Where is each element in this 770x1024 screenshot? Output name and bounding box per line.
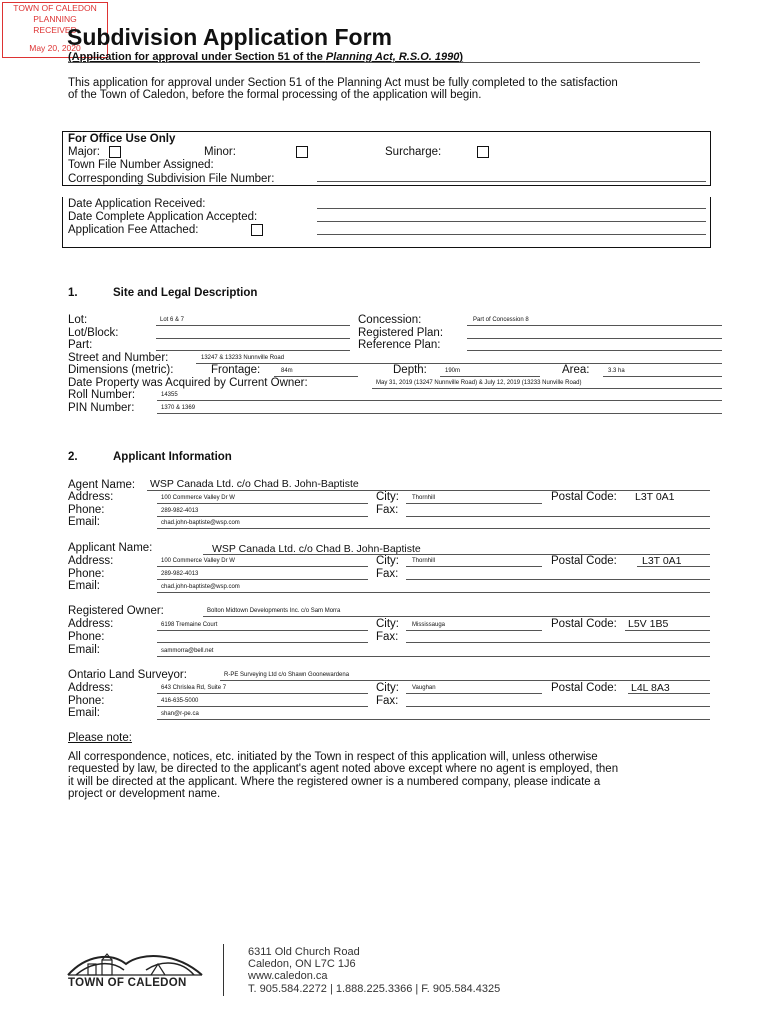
date-accepted-label: Date Complete Application Accepted: xyxy=(68,211,258,223)
agent-city-line xyxy=(406,503,542,504)
surveyor-phone-line xyxy=(157,706,368,707)
footer-address-1: 6311 Old Church Road xyxy=(248,946,360,958)
agent-address-line xyxy=(157,503,368,504)
applicant-postal-label: Postal Code: xyxy=(551,555,617,567)
owner-postal-line xyxy=(625,630,710,631)
applicant-city-label: City: xyxy=(376,555,399,567)
street-line xyxy=(196,363,722,364)
surveyor-postal-value[interactable]: L4L 8A3 xyxy=(631,682,670,694)
regplan-line xyxy=(467,338,722,339)
footer-divider xyxy=(223,944,224,996)
surveyor-name-line xyxy=(220,680,710,681)
stamp-org: TOWN OF CALEDON xyxy=(13,3,97,13)
surveyor-city-line xyxy=(406,693,542,694)
page-title: Subdivision Application Form xyxy=(67,24,392,50)
applicant-email-label: Email: xyxy=(68,580,100,592)
surveyor-address-label: Address: xyxy=(68,682,114,694)
major-label: Major: xyxy=(68,146,100,158)
pin-value[interactable]: 1370 & 1369 xyxy=(161,405,196,411)
lot-label: Lot: xyxy=(68,314,88,326)
stamp-dept: PLANNING xyxy=(33,14,77,24)
owner-email-line xyxy=(157,656,710,657)
part-label: Part: xyxy=(68,339,93,351)
applicant-email-line xyxy=(157,592,710,593)
agent-city-label: City: xyxy=(376,491,399,503)
applicant-fax-line xyxy=(406,579,710,580)
area-line xyxy=(603,376,722,377)
acquired-label: Date Property was Acquired by Current Owner: xyxy=(68,377,308,389)
applicant-postal-value[interactable]: L3T 0A1 xyxy=(642,555,682,567)
agent-phone-label: Phone: xyxy=(68,504,105,516)
note-line-3: it will be directed at the applicant. Where the registered owner is a numbered company, please indicate a xyxy=(68,776,601,788)
agent-fax-line xyxy=(406,516,710,517)
street-value[interactable]: 13247 & 13233 Nunnville Road xyxy=(201,355,285,361)
owner-city-line xyxy=(406,630,542,631)
applicant-phone-value[interactable]: 289-982-4013 xyxy=(161,571,199,577)
date-received-label: Date Application Received: xyxy=(68,198,206,210)
owner-email-value[interactable]: sammorra@bell.net xyxy=(161,648,214,654)
owner-fax-line xyxy=(406,642,710,643)
logo-text: TOWN OF CALEDON xyxy=(68,977,187,989)
applicant-city-value[interactable]: Thornhill xyxy=(412,558,436,564)
note-line-2: requested by law, be directed to the applicant's agent noted above except where no agent is employed, then xyxy=(68,763,619,775)
agent-name-label: Agent Name: xyxy=(68,479,136,491)
surveyor-postal-line xyxy=(628,693,710,694)
section1-title: Site and Legal Description xyxy=(113,287,258,299)
frontage-label: Frontage: xyxy=(211,364,261,376)
surveyor-email-line xyxy=(157,719,710,720)
applicant-name-line xyxy=(203,554,710,555)
surveyor-phone-label: Phone: xyxy=(68,695,105,707)
corr-file-line[interactable] xyxy=(317,181,706,182)
part-line xyxy=(156,350,350,351)
owner-name-line xyxy=(203,616,710,617)
subtitle-suffix: ) xyxy=(459,51,464,63)
section1-number: 1. xyxy=(68,287,78,299)
agent-city-value[interactable]: Thornhill xyxy=(412,495,436,501)
corr-file-label: Corresponding Subdivision File Number: xyxy=(68,173,275,185)
applicant-address-line xyxy=(157,566,368,567)
dimensions-label: Dimensions (metric): xyxy=(68,364,174,376)
fee-label: Application Fee Attached: xyxy=(68,224,199,236)
frontage-value[interactable]: 84m xyxy=(281,368,293,374)
agent-phone-line xyxy=(157,516,368,517)
agent-email-value[interactable]: chad.john-baptiste@wsp.com xyxy=(161,520,240,526)
date-received-line[interactable] xyxy=(317,208,706,209)
roll-label: Roll Number: xyxy=(68,389,136,401)
lot-value[interactable]: Lot 6 & 7 xyxy=(160,317,185,323)
acquired-value[interactable]: May 31, 2019 (13247 Nunnville Road) & July 12, 2019 (13233 Nunville Road) xyxy=(376,380,582,386)
applicant-address-label: Address: xyxy=(68,555,114,567)
owner-address-label: Address: xyxy=(68,618,114,630)
street-label: Street and Number: xyxy=(68,352,169,364)
note-heading: Please note: xyxy=(68,732,132,744)
surveyor-name-label: Ontario Land Surveyor: xyxy=(68,669,187,681)
agent-name-value[interactable]: WSP Canada Ltd. c/o Chad B. John-Baptiste xyxy=(150,478,359,490)
note-line-4: project or development name. xyxy=(68,788,221,800)
agent-name-line xyxy=(147,490,710,491)
concession-line xyxy=(467,325,722,326)
intro-line-2: of the Town of Caledon, before the formal processing of the application will begin. xyxy=(68,89,482,101)
roll-value[interactable]: 14355 xyxy=(161,392,178,398)
intro-line-1: This application for approval under Section 51 of the Planning Act must be fully completed to the satisfaction xyxy=(68,77,618,89)
surveyor-address-line xyxy=(157,693,368,694)
subtitle-act: Planning Act, R.S.O. 1990 xyxy=(325,51,460,63)
agent-email-line xyxy=(157,528,710,529)
minor-label: Minor: xyxy=(204,146,236,158)
pin-label: PIN Number: xyxy=(68,402,135,414)
surveyor-fax-label: Fax: xyxy=(376,695,399,707)
footer-address-2: Caledon, ON L7C 1J6 xyxy=(248,958,356,970)
owner-name-value[interactable]: Bolton Midtown Developments Inc. c/o Sam Morra xyxy=(207,608,341,614)
lotblock-label: Lot/Block: xyxy=(68,327,119,339)
surveyor-fax-line xyxy=(406,706,710,707)
depth-line xyxy=(440,376,540,377)
major-checkbox[interactable] xyxy=(109,146,121,158)
applicant-city-line xyxy=(406,566,542,567)
date-accepted-line[interactable] xyxy=(317,221,706,222)
refplan-label: Reference Plan: xyxy=(358,339,441,351)
applicant-phone-label: Phone: xyxy=(68,568,105,580)
agent-fax-label: Fax: xyxy=(376,504,399,516)
owner-postal-label: Postal Code: xyxy=(551,618,617,630)
applicant-email-value[interactable]: chad.john-baptiste@wsp.com xyxy=(161,584,240,590)
applicant-phone-line xyxy=(157,579,368,580)
concession-label: Concession: xyxy=(358,314,422,326)
owner-phone-label: Phone: xyxy=(68,631,105,643)
fee-checkbox[interactable] xyxy=(251,224,263,236)
agent-postal-value[interactable]: L3T 0A1 xyxy=(635,491,675,503)
agent-address-value[interactable]: 100 Commerce Valley Dr W xyxy=(161,495,235,501)
owner-address-line xyxy=(157,630,368,631)
area-label: Area: xyxy=(562,364,590,376)
stamp-status: RECEIVED xyxy=(33,25,77,35)
surveyor-email-value[interactable]: shan@r-pe.ca xyxy=(161,711,199,717)
owner-phone-line xyxy=(157,642,368,643)
owner-postal-value[interactable]: L5V 1B5 xyxy=(628,618,669,630)
fee-line[interactable] xyxy=(317,234,706,235)
agent-postal-label: Postal Code: xyxy=(551,491,617,503)
pin-line xyxy=(157,413,722,414)
section2-number: 2. xyxy=(68,451,78,463)
caledon-logo xyxy=(66,950,204,990)
owner-email-label: Email: xyxy=(68,644,100,656)
refplan-line xyxy=(467,350,722,351)
office-use-heading: For Office Use Only xyxy=(68,133,176,145)
surveyor-postal-label: Postal Code: xyxy=(551,682,617,694)
concession-value[interactable]: Part of Concession 8 xyxy=(473,317,529,323)
surveyor-address-value[interactable]: 643 Chrislea Rd, Suite 7 xyxy=(161,685,227,691)
applicant-postal-line xyxy=(637,566,710,567)
surveyor-city-label: City: xyxy=(376,682,399,694)
surveyor-email-label: Email: xyxy=(68,707,100,719)
note-line-1: All correspondence, notices, etc. initiated by the Town in respect of this application will, unless otherwise xyxy=(68,751,598,763)
surveyor-phone-value[interactable]: 416-635-5000 xyxy=(161,698,199,704)
town-file-label: Town File Number Assigned: xyxy=(68,159,214,171)
owner-city-label: City: xyxy=(376,618,399,630)
agent-email-label: Email: xyxy=(68,516,100,528)
depth-label: Depth: xyxy=(393,364,427,376)
applicant-address-value[interactable]: 100 Commerce Valley Dr W xyxy=(161,558,235,564)
acquired-line xyxy=(372,388,722,389)
owner-fax-label: Fax: xyxy=(376,631,399,643)
roll-line xyxy=(157,400,722,401)
surcharge-label: Surcharge: xyxy=(385,146,442,158)
caledon-logo-icon xyxy=(66,950,204,976)
subtitle-prefix: (Application for approval under Section 51 of the xyxy=(68,51,326,63)
stamp-date: May 20, 2020 xyxy=(29,43,81,53)
lot-line xyxy=(156,325,350,326)
surveyor-name-value[interactable]: R-PE Surveying Ltd c/o Shawn Goonewardena xyxy=(224,672,350,678)
section2-title: Applicant Information xyxy=(113,451,232,463)
applicant-name-label: Applicant Name: xyxy=(68,542,153,554)
footer-phones: T. 905.584.2272 | 1.888.225.3366 | F. 905.584.4325 xyxy=(248,983,501,995)
owner-city-value[interactable]: Mississauga xyxy=(412,622,446,628)
owner-address-value[interactable]: 6198 Tremaine Court xyxy=(161,622,218,628)
agent-phone-value[interactable]: 289-982-4013 xyxy=(161,508,199,514)
regplan-label: Registered Plan: xyxy=(358,327,444,339)
agent-address-label: Address: xyxy=(68,491,114,503)
applicant-name-value[interactable]: WSP Canada Ltd. c/o Chad B. John-Baptiste xyxy=(212,543,421,555)
footer-website[interactable]: www.caledon.ca xyxy=(248,970,328,982)
minor-checkbox[interactable] xyxy=(296,146,308,158)
surveyor-city-value[interactable]: Vaughan xyxy=(412,685,436,691)
lotblock-line xyxy=(156,338,350,339)
header-rule xyxy=(68,62,700,63)
depth-value[interactable]: 190m xyxy=(445,368,461,374)
applicant-fax-label: Fax: xyxy=(376,568,399,580)
area-value[interactable]: 3.3 ha xyxy=(608,368,625,374)
surcharge-checkbox[interactable] xyxy=(477,146,489,158)
owner-name-label: Registered Owner: xyxy=(68,605,164,617)
